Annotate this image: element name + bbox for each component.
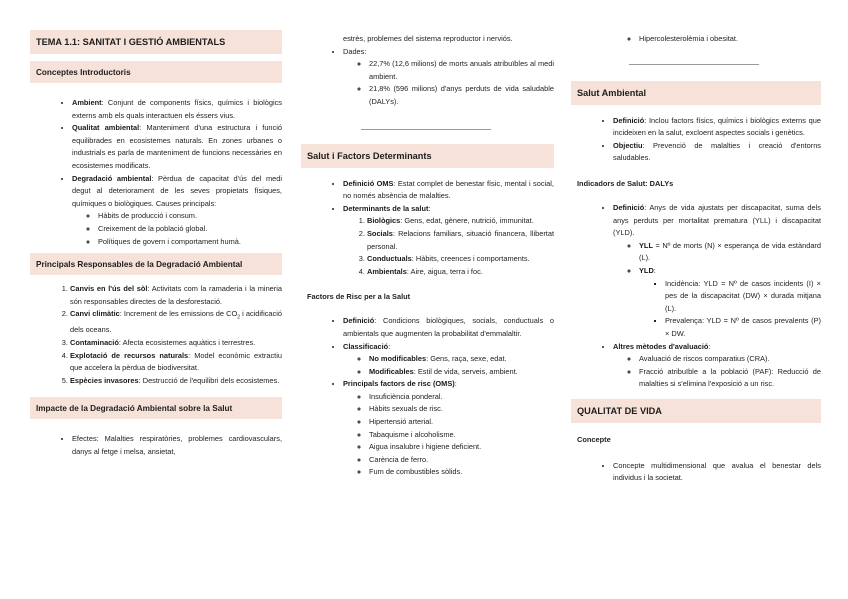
list-item: • Classificació: ◦ No modificables: Gens, raça, sexe, edat. ◦ Modificables: Estil de vida, serveis, ambient. (343, 341, 554, 379)
list-item: ◦ Hàbits sexuals de risc. (369, 403, 554, 416)
other-methods-list (613, 353, 821, 391)
list-item: ◦ 22,7% (12,6 milions) de morts anuals atribuïbles al medi ambient. (369, 58, 554, 83)
data-sublist (343, 58, 554, 108)
list-item: ▪ Prevalença: YLD = Nº de casos prevalents (P) × DW. (665, 315, 821, 340)
list-item: ◦ 21,8% (596 milions) d'anys perduts de vida saludable (DALYs). (369, 83, 554, 108)
list-item: ◦ Hipertensió arterial. (369, 416, 554, 429)
list-item: ◦ Creixement de la població global. (98, 223, 282, 236)
list-item: ◦ Modificables: Estil de vida, serveis, ambient. (369, 366, 554, 379)
list-item: • Determinants de la salut: 1. Biològics: Gens, edat, gènere, nutrició, immunitat. 2. Socials: Relacions familiars, situació financera, llibertat personal. 3. Conductuals: Hàbits, creences i comportaments. 4. Ambientals: Aire, aigua, terra i foc. (343, 203, 554, 279)
section-heading-impact: Impacte de la Degradació Ambiental sobre la Salut (30, 397, 282, 419)
concept-list (571, 460, 821, 485)
list-item: 3. Contaminació: Afecta ecosistemes aquàtics i terrestres. (70, 337, 282, 350)
subsection-heading-concept: Concepte (577, 434, 611, 444)
list-item: • Definició: Condicions biològiques, socials, conductuals o ambientals que augmenten la probabilitat d'emmalaltir. (343, 315, 554, 340)
list-item: • Principals factors de risc (OMS): ◦ Insuficiència ponderal. ◦ Hàbits sexuals de risc. ◦ Hipertensió arterial. ◦ Tabaquisme i alcoholisme. ◦ Aigua insalubre i higiene deficient. ◦ Carència de ferro. ◦ Fum de combustibles sòlids. (343, 378, 554, 479)
list-item: ◦ YLL = Nº de morts (N) × esperança de vida estàndard (L). (639, 240, 821, 265)
list-item: ◦ Hàbits de producció i consum. (98, 210, 282, 223)
list-item: 2. Socials: Relacions familiars, situació financera, llibertat personal. (367, 228, 554, 253)
list-item: 1. Biològics: Gens, edat, gènere, nutrició, immunitat. (367, 215, 554, 228)
page-title: TEMA 1.1: SANITAT I GESTIÓ AMBIENTALS (30, 30, 282, 54)
dalys-sublist (613, 240, 821, 341)
list-item: • Concepte multidimensional que avalua el benestar dels individus i la societat. (613, 460, 821, 485)
list-item: 3. Conductuals: Hàbits, creences i comportaments. (367, 253, 554, 266)
list-item: ◦ Polítiques de govern i comportament humà. (98, 236, 282, 249)
risk-list (301, 315, 554, 479)
list-item: • Efectes: Malalties respiratòries, problemes cardiovasculars, danys al fetge i melsa, ansietat, (72, 433, 282, 458)
environment-list (571, 115, 821, 165)
hyper-list (571, 33, 821, 46)
responsibles-list (30, 283, 282, 387)
effects-continuation: estrès, problemes del sistema reproductor i nerviós. (343, 34, 513, 43)
list-item: ◦ Fum de combustibles sòlids. (369, 466, 554, 479)
list-item: ◦ Carència de ferro. (369, 454, 554, 467)
causes-list (72, 210, 282, 248)
yld-list (639, 278, 821, 341)
list-item: • Definició: Anys de vida ajustats per discapacitat, suma dels anys perduts per mortalitat prematura (YLL) i discapacitat (YLD). ◦ YLL = Nº de morts (N) × esperança de vida estàndard (L). ◦ YLD: ▪ Incidència: YLD = Nº de casos incidents (I) × pes de la discapacitat (DW) × durada mitjana (L). ▪ Prevalença: YLD = Nº de casos prevalents (P) × DW. (613, 202, 821, 341)
list-item: • Definició: Inclou factors físics, químics i biològics externs que incideixen en la salut, excloent aspectes socials i genètics. (613, 115, 821, 140)
section-heading-responsibles: Principals Responsables de la Degradació Ambiental (30, 253, 282, 275)
list-item: ◦ Avaluació de riscos comparatius (CRA). (639, 353, 821, 366)
list-item: • Dades: ◦ 22,7% (12,6 milions) de morts anuals atribuïbles al medi ambient. ◦ 21,8% (596 milions) d'anys perduts de vida saludable (DALYs). (343, 46, 554, 109)
column-3 (571, 33, 821, 485)
main-factors-list (343, 391, 554, 479)
column-1 (30, 30, 282, 459)
list-item: ◦ Aigua insalubre i higiene deficient. (369, 441, 554, 454)
section-heading-health: Salut i Factors Determinants (301, 144, 554, 168)
list-item: 1. Canvis en l'ús del sòl: Activitats com la ramaderia i la mineria són responsables directes de la desforestació. (70, 283, 282, 308)
list-item: ◦ YLD: ▪ Incidència: YLD = Nº de casos incidents (I) × pes de la discapacitat (DW) × durada mitjana (L). ▪ Prevalença: YLD = Nº de casos prevalents (P) × DW. (639, 265, 821, 341)
list-item: ◦ Insuficiència ponderal. (369, 391, 554, 404)
section-heading-quality-of-life: QUALITAT DE VIDA (571, 399, 821, 423)
list-item: 2. Canvi climàtic: Increment de les emissions de $CO_2$ i acidificació dels oceans. (70, 308, 282, 337)
section-heading-dalys: Indicadors de Salut: DALYs (577, 178, 674, 188)
section-heading-intro: Conceptes Introductoris (30, 61, 282, 83)
list-item: • Qualitat ambiental: Manteniment d'una estructura i funció equilibrades en ecosistemes naturals. En zones urbanes o industrials es parla de manteniment de funcions necessàries en ecosistemes modificats. (72, 122, 282, 172)
list-item: • Objectiu: Prevenció de malalties i creació d'entorns saludables. (613, 140, 821, 165)
list-item: ◦ Tabaquisme i alcoholisme. (369, 429, 554, 442)
column-2 (301, 33, 554, 479)
list-item: 5. Espècies invasores: Destrucció de l'equilibri dels ecosistemes. (70, 375, 282, 388)
list-item: • Ambient: Conjunt de components físics, químics i biològics externs amb els quals interactuen els éssers vius. (72, 97, 282, 122)
health-list (301, 178, 554, 279)
list-item: • Altres mètodes d'avaluació: ◦ Avaluació de riscos comparatius (CRA). ◦ Fracció atribuïble a la població (PAF): Reducció de malalties si s'elimina l'exposició a un risc. (613, 341, 821, 391)
list-item: ◦ Hipercolesterolèmia i obesitat. (639, 33, 821, 46)
section-heading-risk: Factors de Risc per a la Salut (307, 292, 411, 302)
section-heading-environment: Salut Ambiental (571, 81, 821, 105)
classification-list (343, 353, 554, 378)
intro-list (30, 97, 282, 248)
data-list (301, 46, 554, 109)
list-item: • Degradació ambiental: Pèrdua de capacitat d'ús del medi degut al deteriorament de les seves propietats físiques, químiques o biològiques. Causes principals: ◦ Hàbits de producció i consum. ◦ Creixement de la població global. ◦ Polítiques de govern i comportament humà. (72, 173, 282, 249)
impact-list (30, 433, 282, 458)
list-item: 4. Explotació de recursos naturals: Model econòmic extractiu que accelera la pèrdua de biodiversitat. (70, 350, 282, 375)
determinants-list (343, 215, 554, 278)
list-item: 4. Ambientals: Aire, aigua, terra i foc. (367, 266, 554, 279)
dalys-list (571, 202, 821, 391)
list-item: • Definició OMS: Estat complet de benestar físic, mental i social, no només absència de malalties. (343, 178, 554, 203)
list-item: ▪ Incidència: YLD = Nº de casos incidents (I) × pes de la discapacitat (DW) × durada mitjana (L). (665, 278, 821, 316)
list-item: ◦ No modificables: Gens, raça, sexe, edat. (369, 353, 554, 366)
list-item: ◦ Fracció atribuïble a la població (PAF): Reducció de malalties si s'elimina l'exposició a un risc. (639, 366, 821, 391)
